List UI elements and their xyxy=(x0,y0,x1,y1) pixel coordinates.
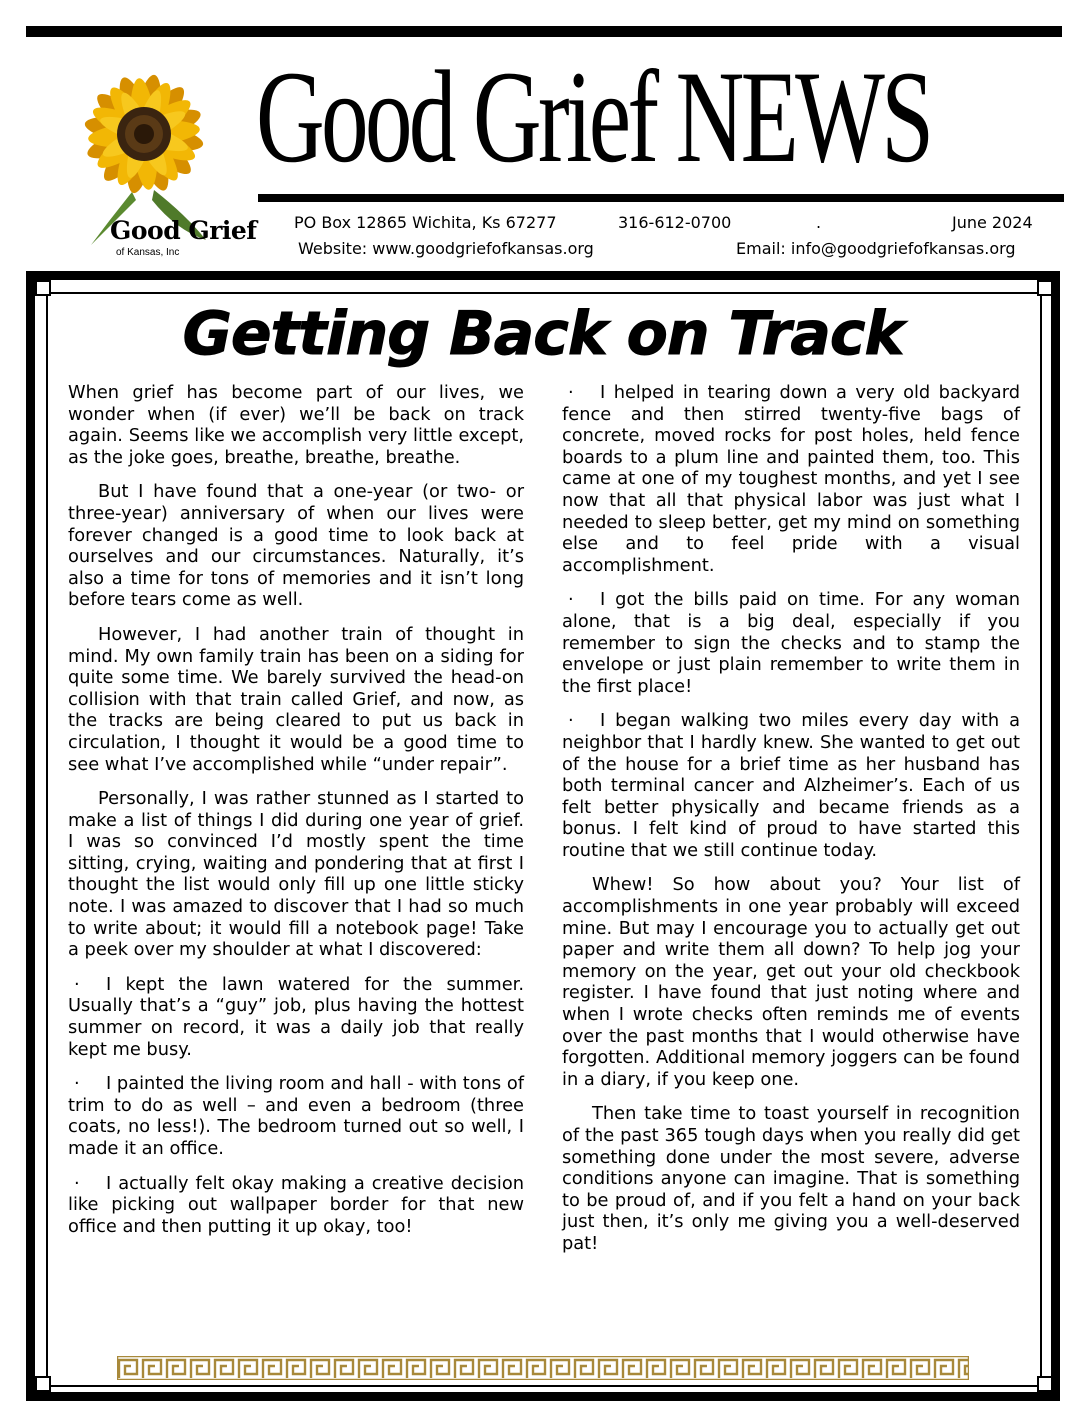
email-link[interactable]: Email: info@goodgriefofkansas.org xyxy=(736,239,1016,258)
bullet-dot: · xyxy=(74,973,80,995)
newsletter-title-text: Good Grief NEWS xyxy=(256,43,931,190)
paragraph: But I have found that a one-year (or two- or three-year) anniversary of when our lives were forever changed is a good time to look back at ourselves and our circumstances. Naturally, it’s also a time for tons of memories and it isn’t long before tears come as well. xyxy=(68,481,524,611)
masthead-rule xyxy=(258,194,1064,202)
bullet-text: I actually felt okay making a creative decision like picking out wallpaper border for that new office and then putting it up okay, too! xyxy=(68,1172,524,1237)
bullet-text: I began walking two miles every day with a neighbor that I hardly knew. She wanted to get out of the house for a brief time as her husband has both terminal cancer and Alzheimer’s. Each of us felt better physically and became friends as a bonus. I felt kind of proud to have started this routine that we still continue today. xyxy=(562,710,1020,861)
phone-number: 316-612-0700 xyxy=(618,213,732,232)
bullet-dot: · xyxy=(74,1073,80,1095)
paragraph: Then take time to toast yourself in recognition of the past 365 tough days when you really did get something done under the most severe, adverse conditions anyone can imagine. That is something to be proud of, and if you felt a hand on your back just then, it’s only me giving you a well-deserved pat! xyxy=(562,1103,1020,1254)
frame-corner-bl xyxy=(35,1376,51,1392)
top-rule xyxy=(26,26,1062,37)
frame-corner-tr xyxy=(1037,280,1053,296)
logo-org-name: Good Grief xyxy=(110,216,257,245)
bullet-item xyxy=(562,710,1020,861)
bullet-dot: · xyxy=(568,382,574,403)
paragraph: When grief has become part of our lives, we wonder when (if ever) we’ll be back on track again. Seems like we accomplish very little except, as the joke goes, breathe, breathe, breathe. xyxy=(68,382,524,468)
article-column-left xyxy=(68,382,524,1250)
po-box-address: PO Box 12865 Wichita, Ks 67277 xyxy=(294,213,557,232)
bullet-item xyxy=(68,974,524,1060)
bullet-dot: · xyxy=(568,589,574,611)
bullet-text: I helped in tearing down a very old backyard fence and then stirred twenty-five bags of concrete, moved rocks for post holes, held fence boards to a plum line and painted them, too. This came at one of my toughest months, and yet I see now that all that physical labor was just what I needed to sleep better, get my mind on something else and to feel pride with a visual accomplishment. xyxy=(562,382,1020,576)
bullet-text: I got the bills paid on time. For any woman alone, that is a big deal, especially if you remember to sign the checks and to stamp the envelope or just plain remember to write them in the first place! xyxy=(562,589,1020,697)
paragraph: Whew! So how about you? Your list of accomplishments in one year probably will exceed mine. But may I encourage you to actually get out paper and write them all down? To help jog your memory on the year, get out your old checkbook register. I have found that just noting where and when I wrote checks often reminds me of events over the past months that I would otherwise have forgotten. Additional memory joggers can be found in a diary, if you keep one. xyxy=(562,874,1020,1090)
article-column-right xyxy=(562,382,1020,1268)
website-link[interactable]: Website: www.goodgriefofkansas.org xyxy=(298,239,594,258)
bullet-item xyxy=(562,589,1020,697)
bullet-dot: · xyxy=(74,1172,80,1194)
article-headline: Getting Back on Track xyxy=(182,299,904,369)
newsletter-title xyxy=(256,42,1064,192)
frame-corner-br xyxy=(1037,1376,1053,1392)
greek-key-border xyxy=(117,1356,969,1380)
logo-org-subtitle: of Kansas, Inc xyxy=(116,247,180,258)
good-grief-logo xyxy=(36,40,266,260)
bullet-text: I painted the living room and hall - with tons of trim to do as well – and even a bedroom (three coats, no less!). The bedroom turned out so well, I made it an office. xyxy=(68,1073,524,1159)
bullet-text: I kept the lawn watered for the summer. Usually that’s a “guy” job, plus having the hottest summer on record, it was a daily job that really kept me busy. xyxy=(68,973,524,1060)
paragraph: However, I had another train of thought in mind. My own family train has been on a siding for quite some time. We barely survived the head-on collision with that train called Grief, and now, as the tracks are being cleared to put us back in circulation, I thought it would be a good time to see what I’ve accomplished while “under repair”. xyxy=(68,623,524,775)
bullet-item xyxy=(562,382,1020,576)
bullet-item xyxy=(68,1173,524,1238)
separator-dot: . xyxy=(816,213,822,232)
bullet-item xyxy=(68,1073,524,1159)
issue-date: June 2024 xyxy=(952,213,1033,232)
paragraph: Personally, I was rather stunned as I started to make a list of things I did during one year of grief. I was so convinced I’d mostly spent the time sitting, crying, waiting and pondering that at first I thought the list would only fill up one little sticky note. I was amazed to discover that I had so much to write about; it would fill a notebook page! Take a peek over my shoulder at what I discovered: xyxy=(68,788,524,961)
bullet-dot: · xyxy=(568,710,574,732)
